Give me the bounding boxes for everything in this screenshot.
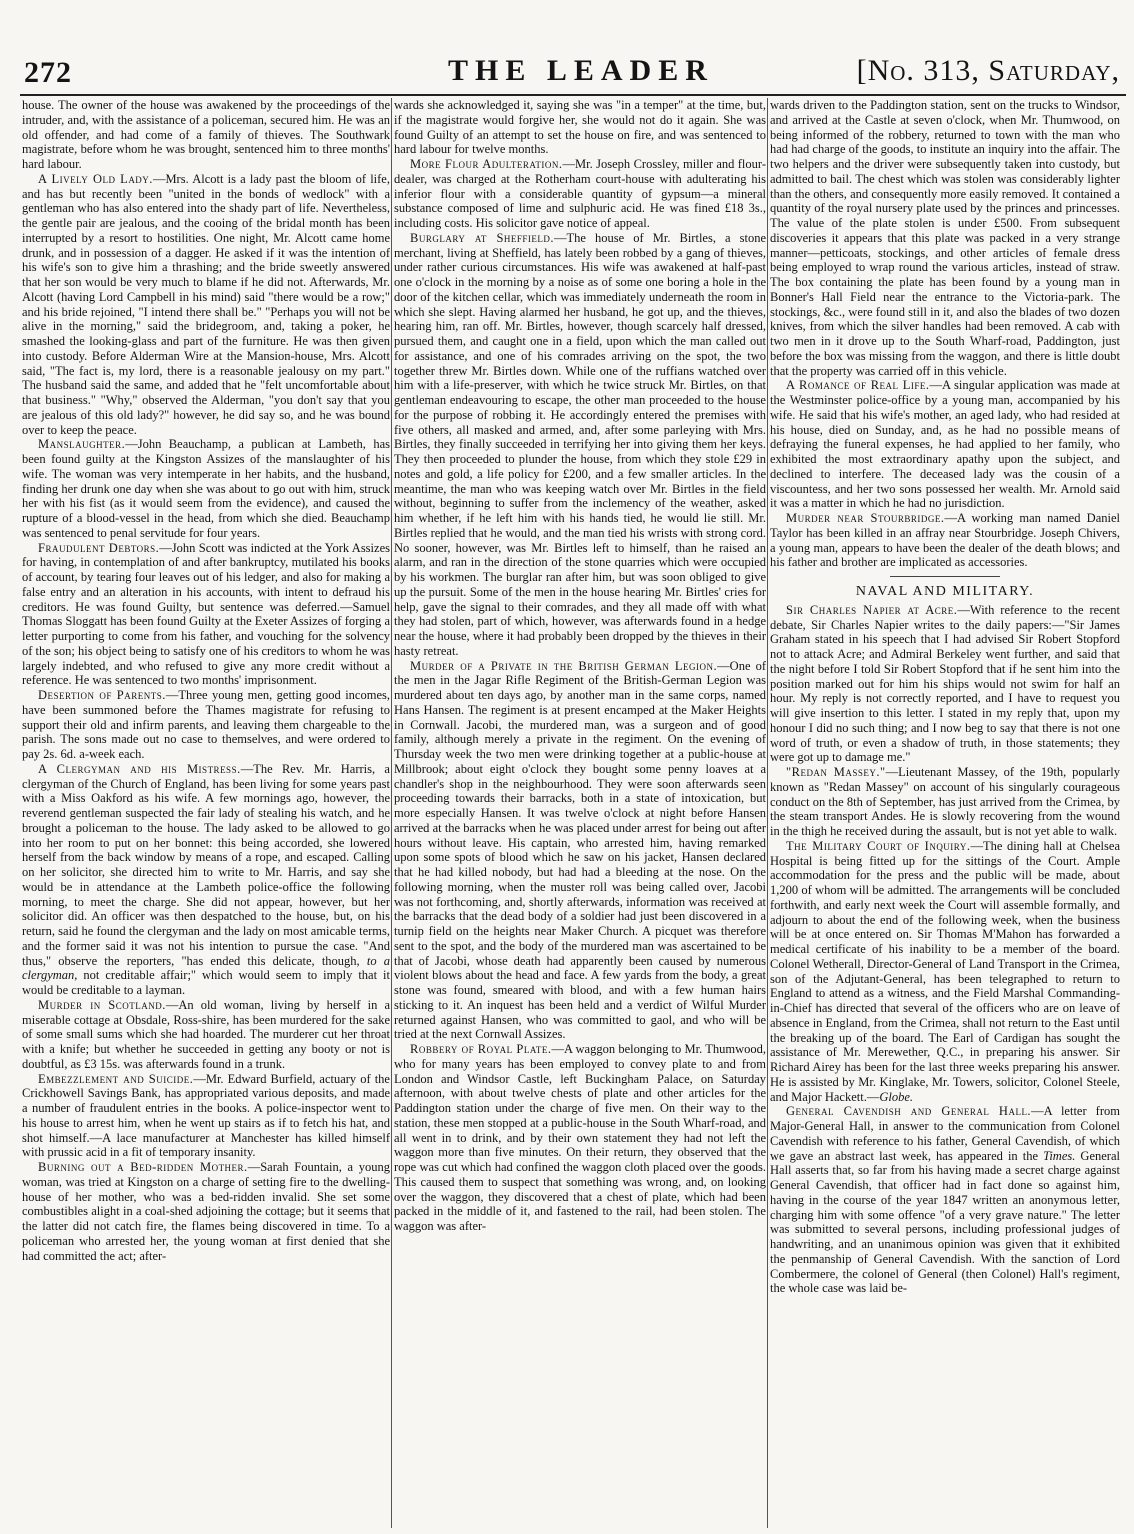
page-header <box>0 50 1134 96</box>
article <box>394 157 766 231</box>
article-text: —Mr. Joseph Crossley, miller and flour-dealer, was charged at the Rotherham court-house with adulterating his inferior flour with a considerable quantity of gypsum—a mineral substance composed of lime and sulphuric acid. He was fined £18 3s., including costs. His solicitor gave notice of appeal. <box>394 157 766 230</box>
article-text: —Three young men, getting good incomes, have been summoned before the Thames magistrate for refusing to support their old and infirm parents, and leaving them chargeable to the parish. The sons made out no case to themselves, and were ordered to pay 2s. 6d. a-week each. <box>22 688 390 761</box>
article <box>770 839 1120 1105</box>
article-heading: Burning out a Bed-ridden Mother. <box>38 1160 248 1174</box>
article-text: —The dining hall at Chelsea Hospital is being fitted up for the sittings of the Court. Ample accommodation for the press and the public will be made, about 1,200 of whom will be admitted. The arrangements will be concluded forthwith, and early next week the Court will assemble formally, and adjourn to about the end of the following week, when the business will be at once entered on. Sir Thomas M'Mahon has forwarded a medical certificate of his inability to be a member of the board. Colonel Wetherall, Director-General of Land Transport in the Crimea, son of the Adjutant-General, has been telegraphed to return to England to attend as a witness, and the Field Marshal Commanding-in-Chief has directed that several of the officers who are on leave of absence in England, from the Crimea, shall not return to the East until the breaking up of the board. The Earl of Cardigan has sought the assistance of Mr. Merewether, Q.C., in preparing his answer. Sir Richard Airey has been for the last three weeks preparing his answer. He is assisted by Mr. Kinglake, Mr. Towers, solicitor, Colonel Steele, and Major Hackett.— <box>770 838 1120 1104</box>
section-title: NAVAL AND MILITARY. <box>855 584 1035 599</box>
article <box>770 378 1120 511</box>
article-heading: Sir Charles Napier at Acre. <box>786 602 958 617</box>
article-heading: Desertion of Parents. <box>38 688 166 702</box>
article-heading: Murder of a Private in the British German Legion. <box>410 658 718 673</box>
article-continuation: wards she acknowledged it, saying she was "in a temper" at the time, but, if the magistrate would forgive her, she would not do it again. She was found Guilty of an attempt to set the house on fire, and was sentenced to hard labour for twelve months. <box>394 98 766 157</box>
issue-info: [No. 313, Saturday, <box>856 54 1120 87</box>
article-italic: Times. <box>1043 1148 1076 1163</box>
column-3 <box>770 98 1120 1528</box>
article <box>22 1072 390 1161</box>
article-text: —One of the men in the Jagar Rifle Regiment of the British-German Legion was murdered about ten days ago, by another man in the same corps, named Hans Hansen. The regiment is at present encamped at the Maker Heights in Cornwall. Jacobi, the murdered man, was a surgeon and of good family, although merely a private in the regiment. On the evening of Thursday week the two men were drinking together at a public-house at Millbrook; about eight o'clock they bought some penny loaves at a chandler's shop in the neighbourhood. They were soon afterwards seen proceeding towards their barracks, both in a state of intoxication, but more especially Hansen. It was twelve o'clock at night before Hansen arrived at the barracks when he was placed under arrest for being out after hours without leave. His captain, who arrested him, having remarked upon some spots of blood which he saw on his jacket, Hansen declared that he had killed nobody, but had had a bleeding at the nose. On the following morning, when the muster roll was being called over, Jacobi was not forthcoming, and, shortly afterwards, information was received at the barracks that the dead body of a soldier had just been discovered in a turnip field on the heights near Maker Church. A picquet was therefore sent to the spot, and the body of the murdered man was ascertained to be that of Jacobi, whose death had apparently been caused by numerous violent blows about the head and face. A few yards from the body, a great stone was found, smeared with blood, and with a few human hairs sticking to it. An inquest has been held and a verdict of Wilful Murder returned against Hansen, who was committed to gaol, and who will be tried at the next Cornwall Assizes. <box>394 658 766 1042</box>
article-heading: A Clergyman and his Mistress. <box>38 761 241 776</box>
article <box>394 659 766 1043</box>
article-text: —With reference to the recent debate, Sir Charles Napier writes to the daily papers:—"Sir James Graham stated in his speech that I had advised Sir Robert Stopford not to attack Acre; and Admiral Berkeley went further, and said that the night before I told Sir Robert Stopford that if he sent him into the position marked out for him his ships would not swim for half an hour. My reply is not correctly reported, and I have to request you will give insertion to this letter. I stated in my reply that, upon my honour I did no such thing; and I now beg to say that there is not one word of truth, or even a shadow of truth, in those statements; they were got up to damage me." <box>770 602 1120 765</box>
article-continuation: wards driven to the Paddington station, sent on the trucks to Windsor, and arrived at the Castle at seven o'clock, when Mr. Thumwood, on being informed of the robbery, returned to town with the man who had had charge of the goods, to institute an inquiry into the affair. The two helpers and the driver were subsequently taken into custody, but admitted to bail. The chest which was stolen was considerably lighter than the others, and consequently more easily removed. It contained a quantity of the royal nursery plate used by the princes and princesses. The value of the plate stolen is under £500. From subsequent discoveries it appears that this plate was packed in a very strange manner—petticoats, stockings, and other articles of female dress being employed to wrap round the various articles, instead of straw. The box containing the plate has been found by a young man in Bonner's Hall Field near the entrance to the Victoria-park. The stockings, &c., were found still in it, and also the blades of two dozen knives, from which the silver handles had been removed. A cab with two men in it drove up to the South Wharf-road, Paddington, just before the box was missing from the waggon, and there is little doubt that the property was carried off in this vehicle. <box>770 98 1120 378</box>
article-heading: More Flour Adulteration. <box>410 157 563 171</box>
article-text: —A waggon belonging to Mr. Thumwood, who for many years has been employed to convey plate to and from London and Windsor Castle, left Buckingham Palace, on Saturday afternoon, with about twelve chests of plate and other articles for the Paddington station under the charge of five men. On their way to the station, these men stopped at a public-house in the South Wharf-road, and all went in to drink, and by their own statement they had not left the waggon more than five minutes. On their return, they observed that the rope was cut which had confined the waggon cloth placed over the goods. This caused them to suspect that something was wrong, and, on looking over the waggon, they discovered that a chest of plate, which had been packed in the middle of it, and fastened to the rail, had been stolen. The waggon was after- <box>394 1042 766 1233</box>
article <box>22 437 390 540</box>
article-text: —John Scott was indicted at the York Assizes for having, in contemplation of and after bankruptcy, mutilated his books of account, by tearing four leaves out of his ledger, and also for making a false entry and an alteration in his accounts, with intent to defraud his creditors. He was found Guilty, but sentence was deferred.—Samuel Thomas Sloggatt has been found Guilty at the Exeter Assizes of forging a letter purporting to come from his father, and vouching for the solvency of the son; his object being to satisfy one of his creditors to whom he was largely indebted, and who refused to give any more credit without a reference. He was sentenced to two months' imprisonment. <box>22 540 390 688</box>
article-heading: Burglary at Sheffield. <box>410 230 555 245</box>
column-1 <box>22 98 390 1528</box>
article-heading: The Military Court of Inquiry. <box>786 838 971 853</box>
article-text: —An old woman, living by herself in a miserable cottage at Obsdale, Ross-shire, has been murdered for the sake of some small sums which she had hoarded. The murderer cut her throat with a knife; but whether he succeeded in getting any booty or not is doubtful, as £3 15s. was afterwards found in a trunk. <box>22 997 390 1071</box>
article-text: —Sarah Fountain, a young woman, was tried at Kingston on a charge of setting fire to the dwelling-house of her mother, who was a bed-ridden invalid. She set some combustibles alight in a coal-shed adjoining the cottage; but it seems that the latter did not catch fire, the flames being discovered in time. To a policeman who arrested her, the young woman at first denied that she had committed the act; after- <box>22 1160 390 1263</box>
page-number: 272 <box>24 56 72 89</box>
article-text: —Lieutenant Massey, of the 19th, popularly known as "Redan Massey" on account of his singularly courageous conduct on the 8th of September, has just arrived from the Crimea, by the steam transport Andes. He is slowly recovering from the wound in the thigh he received during the assault, but is not yet able to walk. <box>770 765 1120 838</box>
article <box>22 762 390 998</box>
article-text: —Mrs. Alcott is a lady past the bloom of life, and has but recently been "united in the bonds of wedlock" with a gentleman who has also entered into the shady part of life. Nevertheless, the gentle pair are jealous, and the cooing of the bridal month has been interrupted by a resort to hostilities. One night, Mr. Alcott came home drunk, and in possession of a dagger. He asked if it was the intention of his wife's son to give him a thrashing; and the bride sweetly answered that her son would be very much to blame if he did not. Afterwards, Mr. Alcott (having Lord Campbell in his mind) said "there would be a row;" and his bride rejoined, "I intend there shall be." "Perhaps you will not be alive in the morning," said the bridegroom, and, taking a poker, he smashed the looking-glass and part of the furniture. He was then given into custody. Before Alderman Wire at the Mansion-house, Mrs. Alcott said, "The fact is, my lord, there is a reasonable jealousy on my part." The husband said the same, and added that he "felt uncomfortable about that business." "Why," observed the Alderman, "you don't say that you are jealous of this old lady?" however, he did say so, and he was bound over to keep the peace. <box>22 171 390 437</box>
article-text: —The Rev. Mr. Harris, a clergyman of the Church of England, has been living for some years past with a Miss Oakford as his wife. A few mornings ago, however, the reverend gentleman suspected the fair lady of stealing his watch, and he brought a policeman to the house. The lady asked to be allowed to go into her room to put on her bonnet: this being accorded, she lowered herself from the back window by means of a rope, and escaped. Calling on her solicitor, she directed him to write to Mr. Harris, and say she would be in attendance at the Lambeth police-office the following morning, to meet the charge. She did not appear, however, but her solicitor did. An officer was then despatched to the house, but, on his return, said he found the clergyman and the lady on most amicable terms, and the former said it was not his intention to pursue the case. "And thus," observe the reporters, "has ended this delicate, though, <box>22 761 390 968</box>
column-2 <box>394 98 766 1528</box>
article-text: General Hall asserts that, so far from his having made a secret charge against General Cavendish, that officer had in fact done so against him, having in the course of the year 1847 written an anonymous letter, charging him with some offence "of a very grave nature." The letter was submitted to several persons, including professional judges of handwriting, and an unanimous opinion was given that it exhibited the penmanship of General Cavendish. With the sanction of Lord Combermere, the colonel of General (then Colonel) Hall's regiment, the whole case was laid be- <box>770 1148 1120 1296</box>
article <box>394 1042 766 1234</box>
masthead-title: THE LEADER <box>448 54 714 87</box>
article-text: not creditable affair;" which would seem to imply that it would be creditable to a layman. <box>22 968 390 997</box>
article-text: —John Beauchamp, a publican at Lambeth, has been found guilty at the Kingston Assizes of the manslaughter of his wife. The woman was very intemperate in her habits, and the husband, finding her drunk one day when she was about to go out with him, struck her with his fist (as it would seem from the evidence), and caused the rupture of a blood-vessel in the head, from which she died. Beauchamp was sentenced to penal servitude for four years. <box>22 437 390 540</box>
article <box>770 765 1120 839</box>
column-divider <box>391 98 392 1528</box>
article <box>770 511 1120 570</box>
article <box>22 688 390 762</box>
article <box>770 603 1120 765</box>
column-divider <box>767 98 768 1528</box>
article-heading: Robbery of Royal Plate. <box>410 1042 552 1056</box>
article-heading: Embezzlement and Suicide. <box>38 1071 194 1086</box>
article-heading: General Cavendish and General Hall. <box>786 1104 1032 1119</box>
article-heading: Murder in Scotland. <box>38 997 166 1012</box>
article-text: —A letter from Major-General Hall, in answer to the communication from Colonel Cavendish with reference to his father, General Cavendish, of which we gave an abstract last week, has appeared in the <box>770 1104 1120 1163</box>
article-continuation: house. The owner of the house was awakened by the proceedings of the intruder, and, with the assistance of a policeman, secured him. He was an old offender, and had come of a family of thieves. The Southwark magistrate, before whom he was brought, sentenced him to three months' hard labour. <box>22 98 390 171</box>
article-text: —The house of Mr. Birtles, a stone merchant, living at Sheffield, has lately been robbed by a gang of thieves, under rather curious circumstances. His wife was awakened at half-past one o'clock in the morning by a noise as of some one boring a hole in the door of the kitchen cellar, which was immediately underneath the room in which she slept. Having alarmed her husband, he got up, and the thieves, hearing him, ran off. Mr. Birtles, however, though scarcely half dressed, pursued them, and caught one in a field, upon which the man called out for assistance, and one of his comrades arriving on the spot, the two together threw Mr. Birtles down. While one of the ruffians watched over him with a life-preserver, with which he twice struck Mr. Birtles, on that gentleman endeavouring to escape, the other man proceeded to the house for the purpose of robbing it. He accordingly entered the premises with five others, all masked and armed, and, after some parleying with Mrs. Birtles, they finally succeeded in terrifying her into giving them her keys. They then proceeded to plunder the house, from which they stole £29 in notes and gold, a life policy for £200, and a few smaller articles. In the meantime, the man who was keeping watch over Mr. Birtles in the field without, beginning to suffer from the inclemency of the weather, asked him whether, if he left him with his hands tied, he would lie still. Mr. Birtles replied that he would, and the man tied his wrists with strong cord. No sooner, however, was Mr. Birtles left to himself, than he raised an alarm, and ran in the direction of the stone quarries which were occupied by his workmen. The burglar ran after him, but was soon obliged to give up the pursuit. Some of the men in the house hearing Mr. Birtles' cries for help, gave the signal to their comrades, and they all made off with what they had stolen, part of which, however, was afterwards found in a hedge near the house, where it had probably been dropped by the thieves in their hasty retreat. <box>394 230 766 658</box>
article <box>22 998 390 1072</box>
article-text: —Mr. Edward Burfield, actuary of the Crickhowell Savings Bank, has appropriated various deposits, and made a number of fraudulent entries in the books. A police-inspector went to his house to arrest him, when he went up stairs as if to fetch his hat, and shot himself.—A lace manufacturer at Manchester has killed himself with prussic acid in a fit of temporary insanity. <box>22 1071 390 1160</box>
article-heading: Murder near Stourbridge. <box>786 511 945 525</box>
article-heading: Fraudulent Debtors. <box>38 540 160 555</box>
article <box>770 1104 1120 1296</box>
article-heading: A Lively Old Lady. <box>38 171 153 186</box>
article-italic: to a clergyman, <box>22 953 390 983</box>
article-text: —A singular application was made at the Westminster police-office by a young man, accompanied by his wife. He said that his wife's mother, an aged lady, who had resided at his house, died on Sunday, and, as he had no possible means of defraying the funeral expenses, he had applied to her family, who exhibited the most extraordinary apathy upon the subject, and declined to interfere. The deceased lady was the cousin of a viscountess, and her two sons possessed her wealth. Mr. Arnold said it was a matter in which he had no jurisdiction. <box>770 378 1120 511</box>
article <box>22 1160 390 1263</box>
article-heading: Manslaughter. <box>38 437 126 452</box>
article-heading: A Romance of Real Life. <box>786 378 930 393</box>
header-rule <box>20 94 1126 96</box>
article <box>22 541 390 689</box>
article-heading: "Redan Massey." <box>786 765 886 779</box>
article-text: —A working man named Daniel Taylor has been killed in an affray near Stourbridge. Joseph Chivers, a young man, appears to have been the dealer of the death blows; and his father and brother are implicated as accessories. <box>770 511 1120 570</box>
article <box>394 231 766 659</box>
section-rule <box>890 576 1000 577</box>
article-source: Globe. <box>879 1089 914 1104</box>
article <box>22 172 390 438</box>
